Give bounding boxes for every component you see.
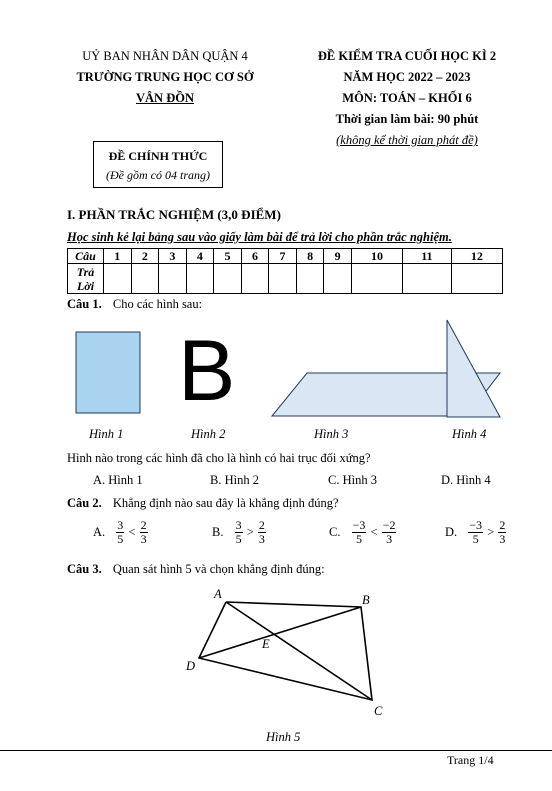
q2-label: Câu 2. xyxy=(67,496,102,510)
fraction xyxy=(258,519,266,546)
answer-table-number: 7 xyxy=(269,249,297,264)
duration: Thời gian làm bài: 90 phút xyxy=(335,112,479,126)
answer-table-number: 1 xyxy=(104,249,132,264)
school-type: TRƯỜNG TRUNG HỌC CƠ SỞ xyxy=(76,70,254,84)
point-label-e: E xyxy=(262,637,270,651)
figure-rectangle xyxy=(76,332,140,413)
answer-cell xyxy=(131,264,159,294)
answer-cell xyxy=(241,264,269,294)
numerator: −3 xyxy=(469,518,483,532)
answer-table-number: 8 xyxy=(296,249,324,264)
comparison-sign: > xyxy=(246,525,254,539)
denominator: 5 xyxy=(117,532,124,546)
numerator: 2 xyxy=(258,518,265,532)
answer-table-number: 11 xyxy=(403,249,452,264)
q2-stem xyxy=(67,496,339,511)
q1-question: Hình nào trong các hình đã cho là hình có hai trục đối xứng? xyxy=(67,451,371,465)
denominator: 5 xyxy=(355,532,362,546)
figure-caption-2: Hình 2 xyxy=(191,427,226,441)
fraction xyxy=(352,519,367,546)
fraction xyxy=(116,519,124,546)
official-title: ĐỀ CHÍNH THỨC xyxy=(108,149,208,163)
denominator: 5 xyxy=(235,532,242,546)
q3-label: Câu 3. xyxy=(67,562,102,576)
answer-cell xyxy=(296,264,324,294)
fraction xyxy=(498,519,506,546)
answer-cell xyxy=(403,264,452,294)
official-box xyxy=(93,141,223,188)
header-left xyxy=(40,46,290,109)
quadrilateral-outline xyxy=(199,602,372,700)
numerator: 2 xyxy=(140,518,147,532)
q2-option-c xyxy=(329,519,396,546)
q1-option-b: B. Hình 2 xyxy=(210,473,259,487)
q1-option-c: C. Hình 3 xyxy=(328,473,377,487)
fraction xyxy=(140,519,148,546)
q1-label: Câu 1. xyxy=(67,297,102,311)
point-label-a: A xyxy=(214,587,222,601)
answer-table-number: 2 xyxy=(131,249,159,264)
duration-note: (không kể thời gian phát đề) xyxy=(336,133,478,147)
denominator: 3 xyxy=(386,532,393,546)
answer-table xyxy=(67,248,503,294)
subject: MÔN: TOÁN – KHỐI 6 xyxy=(342,91,472,105)
section-title: I. PHẦN TRẮC NGHIỆM (3,0 ĐIỂM) xyxy=(67,207,281,222)
comparison-sign: > xyxy=(487,525,495,539)
answer-cell xyxy=(214,264,242,294)
fraction xyxy=(382,519,397,546)
denominator: 3 xyxy=(499,532,506,546)
official-note: (Đề gồm có 04 trang) xyxy=(106,168,210,182)
q2-option-b xyxy=(212,519,266,546)
figure-caption-4: Hình 4 xyxy=(452,427,487,441)
figure-letter-b: B xyxy=(178,323,236,419)
denominator: 3 xyxy=(258,532,265,546)
answer-table-number: 12 xyxy=(451,249,502,264)
q3-text: Quan sát hình 5 và chọn khẳng định đúng: xyxy=(112,562,325,576)
answer-table-number: 6 xyxy=(241,249,269,264)
q1-figures xyxy=(0,315,552,425)
answer-table-answer-label xyxy=(68,264,104,294)
figure-caption-3: Hình 3 xyxy=(314,427,349,441)
q1-option-a: A. Hình 1 xyxy=(93,473,143,487)
q2-option-letter: A. xyxy=(93,525,106,539)
figure-5-diagram xyxy=(0,580,552,720)
answer-table-row-label: Câu xyxy=(68,249,104,264)
answer-cell xyxy=(351,264,402,294)
numerator: 3 xyxy=(235,518,242,532)
q1-stem xyxy=(67,297,202,312)
diagonal-ac xyxy=(226,602,372,700)
school-name: VÂN ĐỒN xyxy=(136,91,194,105)
answer-table-header-row xyxy=(68,249,503,264)
numerator: −2 xyxy=(382,518,396,532)
exam-title: ĐỀ KIỂM TRA CUỐI HỌC KÌ 2 xyxy=(317,49,497,63)
denominator: 5 xyxy=(472,532,479,546)
numerator: 3 xyxy=(117,518,124,532)
comparison-sign: < xyxy=(370,525,378,539)
answer-cell xyxy=(324,264,352,294)
point-label-d: D xyxy=(186,659,196,673)
fraction xyxy=(468,519,483,546)
answer-table-number: 10 xyxy=(351,249,402,264)
q2-option-letter: B. xyxy=(212,525,224,539)
figure-right-triangle xyxy=(447,320,500,417)
q1-text: Cho các hình sau: xyxy=(112,297,203,311)
comparison-sign: < xyxy=(128,525,136,539)
q2-option-letter: D. xyxy=(445,525,458,539)
page-number: Trang 1/4 xyxy=(447,753,494,767)
point-label-c: C xyxy=(374,704,383,718)
answer-table-answer-row xyxy=(68,264,503,294)
answer-table-number: 5 xyxy=(214,249,242,264)
q2-option-letter: C. xyxy=(329,525,341,539)
answer-cell xyxy=(269,264,297,294)
q3-stem xyxy=(67,562,325,577)
answer-cell xyxy=(451,264,502,294)
answer-label-line2: Lời xyxy=(76,278,95,293)
figure-5-caption: Hình 5 xyxy=(266,730,301,744)
figure-caption-1: Hình 1 xyxy=(89,427,124,441)
section-instruction: Học sinh kẻ lại bảng sau vào giấy làm bài để trả lời cho phần trắc nghiệm. xyxy=(67,230,452,244)
answer-cell xyxy=(186,264,214,294)
answer-table-number: 4 xyxy=(186,249,214,264)
numerator: 2 xyxy=(499,518,506,532)
fraction xyxy=(235,519,243,546)
q2-option-a xyxy=(93,519,148,546)
denominator: 3 xyxy=(140,532,147,546)
q1-option-d: D. Hình 4 xyxy=(441,473,491,487)
answer-label-line1: Trả xyxy=(76,264,95,279)
point-label-b: B xyxy=(362,593,370,607)
answer-cell xyxy=(159,264,187,294)
numerator: −3 xyxy=(352,518,366,532)
header-right xyxy=(292,46,522,151)
answer-cell xyxy=(104,264,132,294)
diagonal-bd xyxy=(199,607,361,658)
q2-option-d xyxy=(445,519,506,546)
school-year: NĂM HỌC 2022 – 2023 xyxy=(343,70,471,84)
footer-divider xyxy=(0,750,552,751)
q2-text: Khẳng định nào sau đây là khẳng định đúng? xyxy=(112,496,339,510)
answer-table-number: 9 xyxy=(324,249,352,264)
committee-name: UỶ BAN NHÂN DÂN QUẬN 4 xyxy=(82,49,248,63)
answer-table-number: 3 xyxy=(159,249,187,264)
